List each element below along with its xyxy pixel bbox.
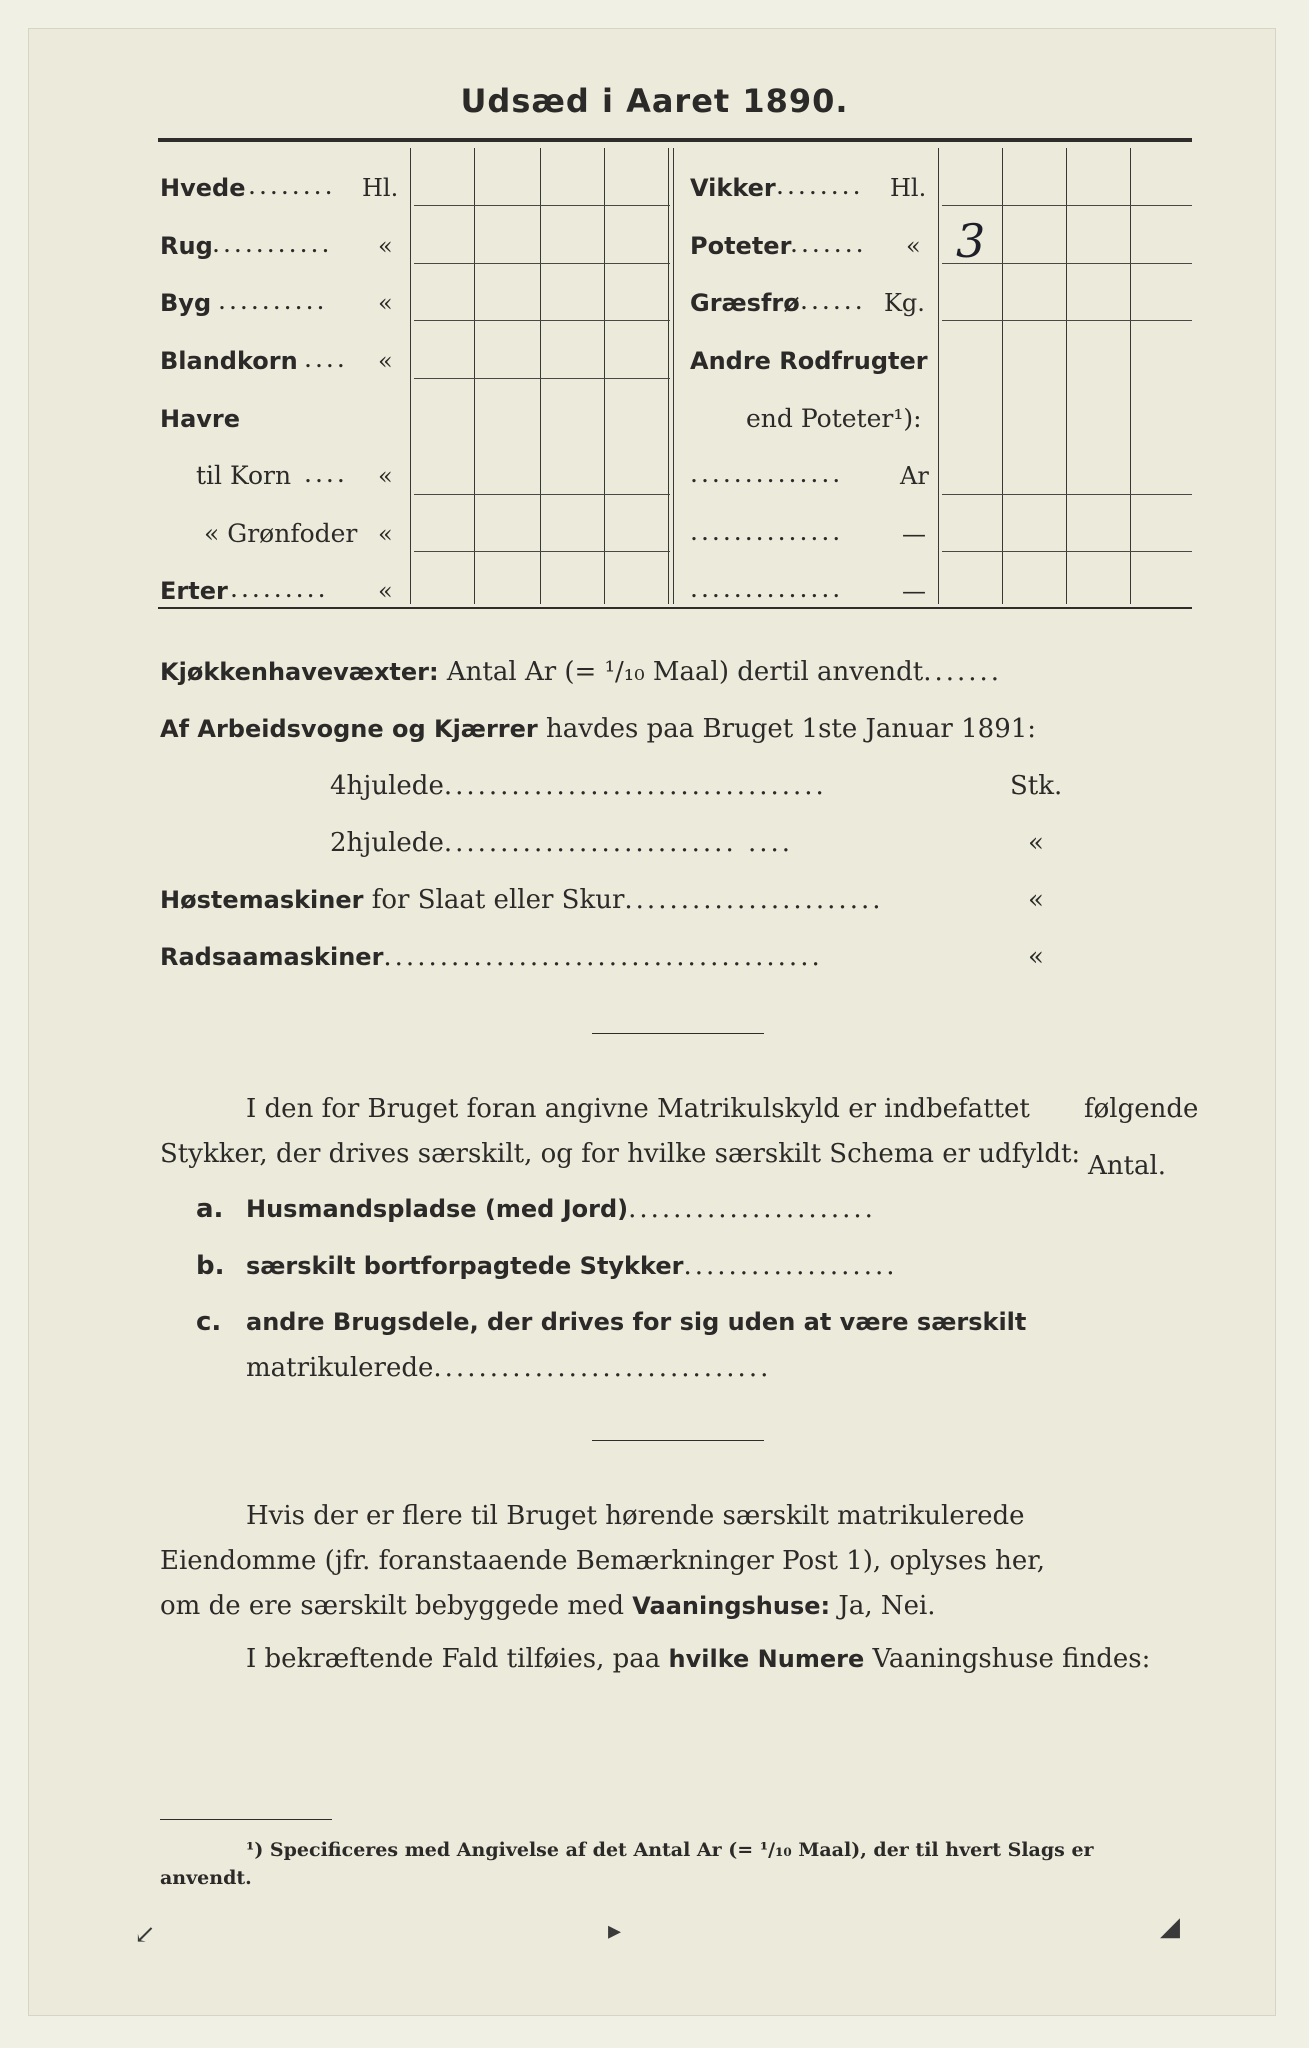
footnote-line-2: anvendt. <box>160 1867 252 1889</box>
antal-heading: Antal. <box>1088 1151 1167 1181</box>
section-divider <box>592 1440 764 1441</box>
footnote-line-1: ¹) Specificeres med Angivelse af det Antal Ar (= ¹/₁₀ Maal), der til hvert Slags er <box>246 1839 1094 1861</box>
item-c-label: andre Brugsdele, der drives for sig uden at være særskilt <box>246 1308 1027 1336</box>
extra-line-3 <box>160 1590 936 1622</box>
item-b-marker: b. <box>196 1251 225 1281</box>
wagons-text: havdes paa Bruget 1ste Januar 1891: <box>546 714 1037 744</box>
leader-dots: ........ <box>248 171 336 200</box>
extra-line-4b: hvilke Numere <box>668 1645 865 1673</box>
column-divider <box>668 148 674 604</box>
crop-unit: Ar <box>900 462 929 490</box>
cell-underline <box>942 494 1192 495</box>
crop-label-til-korn: til Korn <box>196 461 292 490</box>
crop-label-andre-rodfrugter: Andre Rodfrugter <box>690 347 928 375</box>
crop-unit: « <box>378 462 393 490</box>
seeder-line <box>160 941 823 973</box>
page-title: Udsæd i Aaret 1890. <box>460 82 849 120</box>
column-line <box>1066 148 1067 604</box>
crop-unit: « <box>378 577 393 605</box>
four-wheel-label: 4hjulede <box>330 771 444 801</box>
leader-dots: .............................. <box>433 1353 772 1383</box>
item-b-label: særskilt bortforpagtede Stykker <box>246 1252 684 1280</box>
crop-label-havre: Havre <box>160 405 241 433</box>
item-a-label: Husmandspladse (med Jord) <box>246 1195 629 1223</box>
crop-unit: « <box>378 232 393 260</box>
handwritten-entry: 3 <box>956 214 986 268</box>
crop-label-poteter: Poteter <box>690 232 792 260</box>
seeder-unit: « <box>1028 942 1044 972</box>
item-c-label-2: matrikulerede <box>246 1353 434 1383</box>
table-bottom-rule <box>158 607 1192 609</box>
cell-underline <box>414 320 670 321</box>
crop-unit: Kg. <box>884 289 925 317</box>
crop-label-end-poteter: end Poteter¹): <box>746 404 922 433</box>
matrikul-intro-1: I den for Bruget foran angivne Matrikulskyld er indbefattet <box>246 1094 1030 1124</box>
leader-dots: .......................... .... <box>443 828 794 858</box>
two-wheel-line <box>330 827 793 859</box>
column-line <box>1002 148 1003 604</box>
two-wheel-label: 2hjulede <box>330 828 444 858</box>
crop-unit: — <box>902 577 926 605</box>
extra-line-1: Hvis der er flere til Bruget hørende særskilt matrikulerede <box>246 1501 1025 1531</box>
leader-dots: ........ <box>776 171 864 200</box>
kitchen-garden-line <box>160 656 1002 688</box>
cell-underline <box>414 205 670 206</box>
column-line <box>474 148 475 604</box>
column-line <box>410 148 411 604</box>
cell-underline <box>414 494 670 495</box>
section-divider <box>592 1033 764 1034</box>
crop-label-rug: Rug <box>160 232 213 260</box>
leader-dots: .............. <box>690 459 844 488</box>
wagons-line <box>160 713 1036 745</box>
crop-label-gronfoder: « Grønfoder <box>204 519 358 548</box>
crop-label-hvede: Hvede <box>160 174 246 202</box>
crop-unit: Hl. <box>890 174 927 202</box>
cell-underline <box>942 320 1192 321</box>
extra-line-2: Eiendomme (jfr. foranstaaende Bemærkninger Post 1), oplyses her, <box>160 1546 1046 1576</box>
harvest-machine-label: Høstemaskiner <box>160 886 364 914</box>
leader-dots: ......... <box>230 574 329 603</box>
leader-dots: .... <box>304 459 348 488</box>
leader-dots: .................................. <box>443 771 827 801</box>
four-wheel-line <box>330 770 827 802</box>
column-line <box>540 148 541 604</box>
crop-unit: « <box>378 347 393 375</box>
extra-line-4a: I bekræftende Fald tilføies, paa <box>246 1644 661 1674</box>
item-a-line <box>246 1193 876 1225</box>
kitchen-garden-text: Antal Ar (= ¹/₁₀ Maal) dertil anvendt <box>446 657 924 687</box>
crop-label-erter: Erter <box>160 577 228 605</box>
matrikul-intro-2: Stykker, der drives særskilt, og for hvilke særskilt Schema er udfyldt: <box>160 1139 1081 1169</box>
crop-unit: « <box>906 232 921 260</box>
crop-unit: « <box>378 520 393 548</box>
item-a-marker: a. <box>196 1194 224 1224</box>
cell-underline <box>414 263 670 264</box>
column-line <box>604 148 605 604</box>
extra-line-3a: om de ere særskilt bebyggede med <box>160 1591 625 1621</box>
crop-label-vikker: Vikker <box>690 174 776 202</box>
leader-dots: ................... <box>683 1251 898 1281</box>
crop-label-graesfro: Græsfrø <box>690 289 800 317</box>
form-page <box>28 28 1276 2016</box>
crop-unit: — <box>902 520 926 548</box>
leader-dots: ........... <box>212 229 333 258</box>
crop-label-blandkorn: Blandkorn <box>160 347 298 375</box>
footnote-rule <box>160 1819 332 1820</box>
item-c-marker: c. <box>196 1307 222 1337</box>
crop-unit: « <box>378 289 393 317</box>
item-c-line-2 <box>246 1352 771 1384</box>
leader-dots: .... <box>304 344 348 373</box>
leader-dots: ...................... <box>628 1194 876 1224</box>
wagons-label: Af Arbeidsvogne og Kjærrer <box>160 715 538 743</box>
extra-line-3b: Vaaningshuse: <box>632 1592 831 1620</box>
leader-dots: ...... <box>800 286 866 315</box>
harvest-machine-unit: « <box>1028 885 1044 915</box>
harvest-machine-line <box>160 884 884 916</box>
crop-unit: Hl. <box>362 174 399 202</box>
leader-dots: ....................................... <box>383 942 823 972</box>
leader-dots: .......... <box>218 286 328 315</box>
column-line <box>1130 148 1131 604</box>
leader-dots: .............. <box>690 517 844 546</box>
scan-mark: ↙ <box>134 1920 156 1950</box>
column-line <box>938 148 939 604</box>
extra-line-3c: Ja, Nei. <box>838 1591 936 1621</box>
extra-line-4 <box>246 1643 1150 1675</box>
seeder-label: Radsaamaskiner <box>160 943 384 971</box>
four-wheel-unit: Stk. <box>1010 771 1063 801</box>
cell-underline <box>942 205 1192 206</box>
leader-dots: ....................... <box>624 885 884 915</box>
harvest-machine-text: for Slaat eller Skur <box>371 885 625 915</box>
cell-underline <box>414 551 670 552</box>
cell-underline <box>942 551 1192 552</box>
leader-dots: ....... <box>790 229 867 258</box>
extra-line-4c: Vaaningshuse findes: <box>872 1644 1151 1674</box>
table-top-rule <box>158 138 1192 142</box>
item-c-line-1 <box>246 1306 1026 1338</box>
leader-dots: ....... <box>923 657 1003 687</box>
scan-mark: ▸ <box>608 1916 622 1946</box>
scan-mark: ◢ <box>1160 1912 1180 1942</box>
two-wheel-unit: « <box>1028 828 1044 858</box>
item-b-line <box>246 1250 897 1282</box>
crop-label-byg: Byg <box>160 289 212 317</box>
kitchen-garden-label: Kjøkkenhavevæxter: <box>160 658 439 686</box>
leader-dots: .............. <box>690 574 844 603</box>
cell-underline <box>414 378 670 379</box>
matrikul-intro-right: følgende <box>1084 1094 1199 1124</box>
